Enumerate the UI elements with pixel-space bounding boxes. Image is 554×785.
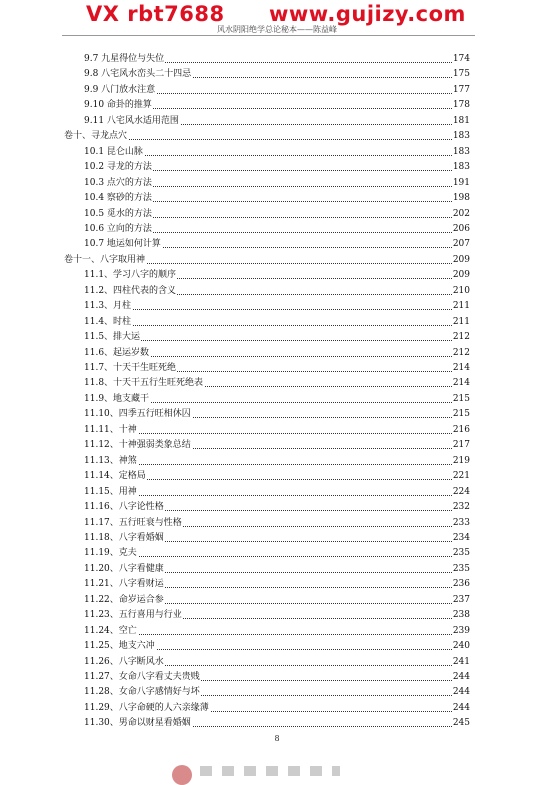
toc-entry-page: 240: [452, 641, 470, 652]
toc-row[interactable]: [84, 423, 470, 437]
toc-row[interactable]: [84, 685, 470, 699]
toc-entry-page: 236: [452, 579, 470, 590]
toc-entry-title: 9.7 九星得位与失位: [84, 54, 165, 64]
toc-row[interactable]: [84, 160, 470, 174]
toc-entry-title: 11.30、男命以财星看婚姻: [84, 718, 191, 729]
toc-row[interactable]: [84, 114, 470, 128]
toc-row[interactable]: [84, 485, 470, 499]
watermark-vx: VX rbt7688: [86, 2, 225, 26]
toc-entry-page: 238: [452, 610, 470, 621]
page-number: 8: [274, 734, 280, 743]
toc-row[interactable]: [84, 330, 470, 344]
toc-entry-title: 卷十一、八字取用神: [64, 254, 146, 265]
toc-entry-page: 245: [452, 718, 470, 729]
toc-row[interactable]: [84, 655, 470, 669]
toc-row[interactable]: [84, 145, 470, 159]
toc-entry-page: 216: [452, 424, 470, 435]
toc-entry-title: 11.3、月柱: [84, 301, 132, 312]
toc-entry-title: 11.6、起运岁数: [84, 347, 150, 358]
toc-row[interactable]: [84, 222, 470, 236]
toc-entry-page: 202: [452, 208, 470, 219]
toc-row[interactable]: [84, 376, 470, 390]
toc-chapter-row[interactable]: [64, 253, 470, 267]
toc-entry-title: 11.12、十神强弱类象总结: [84, 440, 191, 451]
toc-entry-page: 181: [452, 115, 470, 126]
toc-entry-page: 214: [452, 363, 470, 373]
toc-entry-title: 11.13、神煞: [84, 455, 137, 466]
toc-entry-page: 244: [452, 672, 470, 682]
toc-entry-title: 10.5 觅水的方法: [84, 208, 152, 219]
toc-entry-page: 217: [452, 440, 470, 451]
toc-entry-title: 11.24、空亡: [84, 625, 137, 636]
toc-row[interactable]: [84, 593, 470, 607]
toc-row[interactable]: [84, 716, 470, 730]
toc-entry-title: 11.9、地支藏干: [84, 393, 150, 404]
toc-entry-page: 224: [452, 486, 470, 497]
toc-entry-page: 235: [452, 548, 470, 559]
toc-entry-title: 11.7、十天干生旺死绝: [84, 363, 177, 373]
toc-entry-title: 10.2 寻龙的方法: [84, 162, 152, 173]
toc-entry-page: 215: [452, 409, 470, 420]
logo-icon: [172, 765, 192, 785]
dot-leader: [84, 634, 470, 635]
toc-entry-title: 11.17、五行旺衰与性格: [84, 517, 182, 528]
dot-leader: [84, 340, 470, 341]
toc-row[interactable]: [84, 346, 470, 360]
toc-entry-page: 233: [452, 517, 470, 528]
toc-entry-title: 9.9 八门放水注意: [84, 84, 156, 95]
toc-entry-page: 183: [452, 131, 470, 142]
toc-entry-title: 10.4 察砂的方法: [84, 193, 152, 204]
toc-entry-title: 11.23、五行喜用与行业: [84, 610, 182, 621]
toc-row[interactable]: [84, 608, 470, 622]
toc-entry-title: 11.8、十天干五行生旺死绝表: [84, 378, 204, 389]
toc-row[interactable]: [84, 176, 470, 190]
toc-entry-page: 235: [452, 563, 470, 574]
toc-entry-title: 10.7 地运如何计算: [84, 239, 161, 250]
toc-row[interactable]: [84, 67, 470, 81]
toc-entry-page: 198: [452, 193, 470, 204]
dot-leader: [84, 495, 470, 496]
toc-row[interactable]: [84, 284, 470, 298]
toc-entry-page: 183: [452, 146, 470, 157]
toc-row[interactable]: [84, 52, 470, 66]
toc-entry-page: 207: [452, 239, 470, 250]
toc-entry-page: 241: [452, 656, 470, 667]
toc-entry-page: 177: [452, 84, 470, 95]
toc-entry-title: 11.15、用神: [84, 486, 137, 497]
toc-entry-page: 221: [452, 471, 470, 482]
toc-entry-title: 11.26、八字断风水: [84, 656, 164, 667]
toc-entry-title: 10.1 昆仑山脉: [84, 146, 143, 157]
toc-entry-title: 11.27、女命八字看丈夫贵贱: [84, 672, 200, 682]
toc-row[interactable]: [84, 191, 470, 205]
toc-entry-page: 232: [452, 502, 470, 513]
toc-entry-title: 11.14、定格局: [84, 471, 146, 482]
toc-entry-page: 212: [452, 332, 470, 343]
toc-row[interactable]: [84, 438, 470, 452]
toc-row[interactable]: [84, 299, 470, 313]
toc-chapter-row[interactable]: [64, 129, 470, 143]
toc-row[interactable]: [84, 500, 470, 514]
toc-row[interactable]: [84, 315, 470, 329]
toc-row[interactable]: [84, 268, 470, 282]
toc-entry-title: 10.3 点穴的方法: [84, 177, 152, 188]
toc-row[interactable]: [84, 207, 470, 221]
dot-leader: [84, 309, 470, 310]
toc-row[interactable]: [84, 562, 470, 576]
toc-row[interactable]: [84, 98, 470, 112]
toc-entry-page: 209: [452, 270, 470, 281]
toc-entry-page: 191: [452, 177, 470, 188]
toc-entry-title: 9.10 命卦的推算: [84, 100, 152, 111]
dot-leader: [84, 464, 470, 465]
toc-row[interactable]: [84, 531, 470, 545]
toc-entry-page: 210: [452, 285, 470, 296]
toc-entry-title: 11.19、克夫: [84, 548, 137, 559]
dot-leader: [84, 556, 470, 557]
toc-entry-page: 211: [452, 316, 470, 327]
toc-entry-title: 11.20、八字看健康: [84, 563, 164, 574]
toc-row[interactable]: [84, 577, 470, 591]
toc-entry-page: 244: [452, 687, 470, 698]
toc-row[interactable]: [84, 546, 470, 560]
toc-row[interactable]: [84, 701, 470, 715]
toc-row[interactable]: [84, 624, 470, 638]
toc-row[interactable]: [84, 454, 470, 468]
toc-entry-title: 11.28、女命八字感情好与坏: [84, 687, 200, 698]
toc-row[interactable]: [84, 407, 470, 421]
toc-entry-title: 11.10、四季五行旺相休囚: [84, 409, 191, 420]
bottom-watermark-text: [200, 766, 340, 776]
toc-entry-title: 11.29、八字命硬的人六亲缘薄: [84, 702, 209, 713]
toc-row[interactable]: [84, 392, 470, 406]
toc-entry-page: 183: [452, 162, 470, 173]
running-header: 风水阴阳绝学总论秘本——陈益峰: [217, 25, 337, 34]
toc-entry-title: 9.8 八宅风水峦头二十四忌: [84, 69, 192, 80]
toc-entry-page: 206: [452, 223, 470, 234]
toc-entry-page: 211: [452, 301, 470, 312]
toc-row[interactable]: [84, 469, 470, 483]
toc-entry-page: 234: [452, 532, 470, 543]
toc-entry-title: 卷十、寻龙点穴: [64, 131, 128, 142]
toc-row[interactable]: [84, 670, 470, 684]
toc-entry-title: 11.22、命岁运合参: [84, 594, 164, 605]
toc-row[interactable]: [84, 361, 470, 375]
toc-entry-title: 11.25、地支六冲: [84, 641, 155, 652]
toc-entry-title: 11.1、学习八字的顺序: [84, 270, 177, 281]
toc-entry-title: 11.4、时柱: [84, 316, 132, 327]
toc-entry-page: 237: [452, 594, 470, 605]
toc-entry-title: 11.21、八字看财运: [84, 579, 164, 590]
toc-entry-page: 178: [452, 100, 470, 111]
toc-row[interactable]: [84, 237, 470, 251]
watermark-url: www.gujizy.com: [269, 2, 466, 26]
toc-entry-page: 219: [452, 455, 470, 466]
toc-entry-page: 239: [452, 625, 470, 636]
toc-entry-page: 244: [452, 702, 470, 713]
toc-row[interactable]: [84, 639, 470, 653]
toc-entry-page: 215: [452, 393, 470, 404]
toc-entry-title: 11.11、十神: [84, 424, 137, 435]
toc-entry-page: 214: [452, 378, 470, 389]
toc-entry-title: 10.6 立向的方法: [84, 223, 152, 234]
toc-entry-title: 11.16、八字论性格: [84, 502, 164, 513]
toc-entry-title: 11.5、排大运: [84, 332, 141, 343]
toc-row[interactable]: [84, 83, 470, 97]
toc-entry-title: 11.18、八字看婚姻: [84, 532, 164, 543]
toc-entry-page: 174: [452, 54, 470, 64]
toc-entry-title: 11.2、四柱代表的含义: [84, 285, 177, 296]
toc-entry-page: 175: [452, 69, 470, 80]
toc-entry-title: 9.11 八宅风水适用范围: [84, 115, 179, 126]
toc-entry-page: 209: [452, 254, 470, 265]
toc-row[interactable]: [84, 516, 470, 530]
dot-leader: [84, 325, 470, 326]
dot-leader: [84, 433, 470, 434]
toc-entry-page: 212: [452, 347, 470, 358]
